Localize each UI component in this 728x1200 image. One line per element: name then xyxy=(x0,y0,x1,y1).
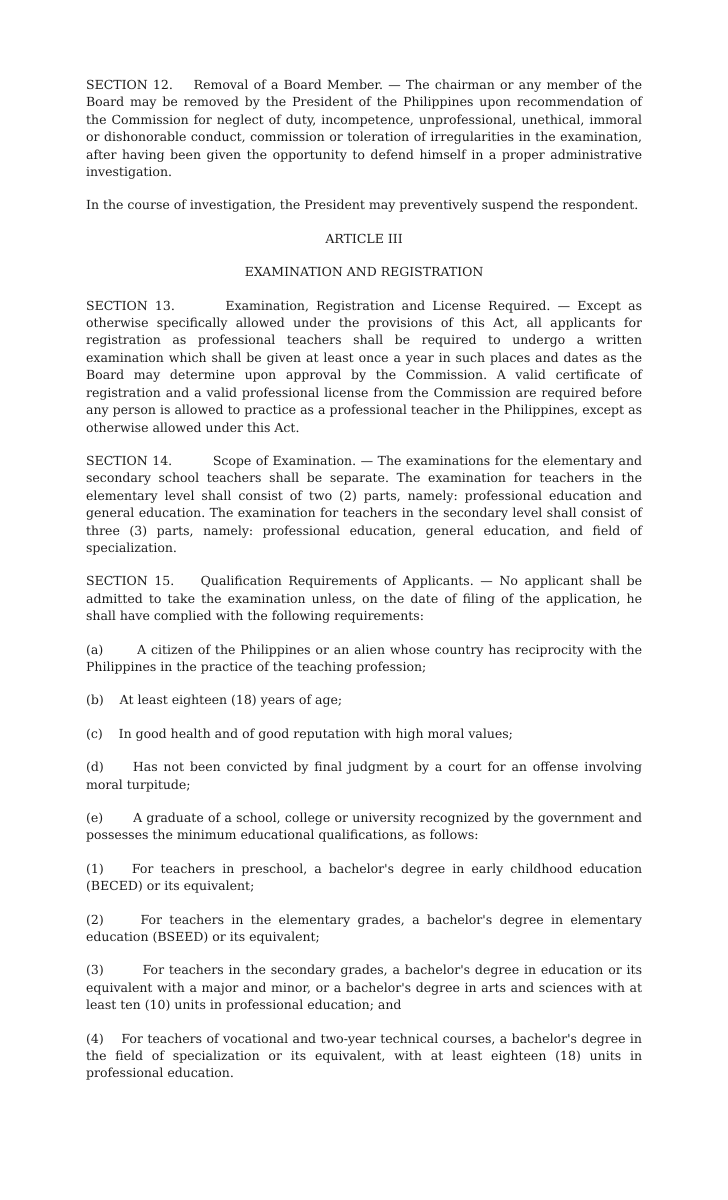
qualification-text: For teachers in the elementary grades, a bachelor's degree in elementary education (BSEED) or its equivalent; xyxy=(86,911,642,945)
section-15-label: SECTION 15. xyxy=(86,573,175,589)
requirement-item xyxy=(86,758,642,793)
article-heading xyxy=(86,230,642,281)
qualification-item xyxy=(86,911,642,946)
requirement-text: Has not been convicted by final judgment by a court for an offense involving moral turpitude; xyxy=(86,759,642,792)
requirement-text: A graduate of a school, college or university recognized by the government and possesses the minimum educational qualifications, as follows: xyxy=(86,810,642,843)
section-13-text: Examination, Registration and License Required. — Except as otherwise specifically allowed under the provisions of this Act, all applicants for registration as professional teachers shall be required to undergo a written examination which shall be given at least once a year in such places and dates as the Board may determine upon approval by the Commission. A valid certificate of registration and a valid professional license from the Commission are required before any person is allowed to practice as a professional teacher in the Philippines, except as otherwise allowed under this Act. xyxy=(86,297,642,435)
qualification-item xyxy=(86,860,642,895)
requirement-marker: (e) xyxy=(86,810,104,825)
requirement-item xyxy=(86,809,642,844)
requirement-text: At least eighteen (18) years of age; xyxy=(119,692,343,708)
section-12-text: Removal of a Board Member. — The chairman or any member of the Board may be removed by the President of the Philippines upon recommendation of the Commission for neglect of duty, incompetence, unprofessional, unethical, immoral or dishonorable conduct, commission or toleration of irregularities in the examination, after having been given the opportunity to defend himself in a proper administrative investigation. xyxy=(86,77,642,180)
requirement-marker: (a) xyxy=(86,641,104,657)
section-12-suspension-paragraph: In the course of investigation, the President may preventively suspend the respondent. xyxy=(86,197,639,213)
qualification-marker: (1) xyxy=(86,860,104,876)
requirement-marker: (d) xyxy=(86,759,104,775)
document-page xyxy=(86,76,642,1098)
section-14-label: SECTION 14. xyxy=(86,452,173,468)
requirement-text: In good health and of good reputation with high moral values; xyxy=(118,725,513,741)
requirement-item xyxy=(86,725,642,742)
qualification-marker: (2) xyxy=(86,911,104,927)
section-12-label: SECTION 12. xyxy=(86,77,173,92)
section-15-paragraph xyxy=(86,572,642,624)
section-14-paragraph xyxy=(86,452,642,556)
section-13-label: SECTION 13. xyxy=(86,297,175,313)
section-14-text: Scope of Examination. — The examinations for the elementary and secondary school teachers shall be separate. The examination for teachers in the elementary level shall consist of two (2) parts, namely: professional education and general education. The examination for teachers in the secondary level shall consist of three (3) parts, namely: professional education, general education, and field of specialization. xyxy=(86,452,643,555)
requirement-item xyxy=(86,641,642,676)
qualification-text: For teachers in preschool, a bachelor's degree in early childhood education (BECED) or its equivalent; xyxy=(86,860,642,894)
requirement-marker: (c) xyxy=(86,725,103,741)
qualification-text: For teachers of vocational and two-year technical courses, a bachelor's degree in the field of specialization or its equivalent, with at least eighteen (18) units in professional education. xyxy=(86,1030,642,1081)
article-title: EXAMINATION AND REGISTRATION xyxy=(244,264,484,280)
qualification-marker: (4) xyxy=(86,1030,104,1046)
requirement-marker: (b) xyxy=(86,692,104,708)
qualification-item xyxy=(86,1030,642,1082)
qualification-item xyxy=(86,961,642,1013)
requirement-item xyxy=(86,691,642,708)
requirement-text: A citizen of the Philippines or an alien whose country has reciprocity with the Philippines in the practice of the teaching profession; xyxy=(86,641,642,674)
section-12-paragraph xyxy=(86,76,642,180)
article-number: ARTICLE III xyxy=(325,230,403,246)
section-13-paragraph xyxy=(86,297,642,436)
section-15-text: Qualification Requirements of Applicants. — No applicant shall be admitted to take the examination unless, on the date of filing of the application, he shall have complied with the following requirements: xyxy=(86,573,642,624)
qualification-text: For teachers in the secondary grades, a bachelor's degree in education or its equivalent with a major and minor, or a bachelor's degree in arts and sciences with at least ten (10) units in professional education; and xyxy=(86,962,642,1013)
qualification-marker: (3) xyxy=(86,962,104,978)
